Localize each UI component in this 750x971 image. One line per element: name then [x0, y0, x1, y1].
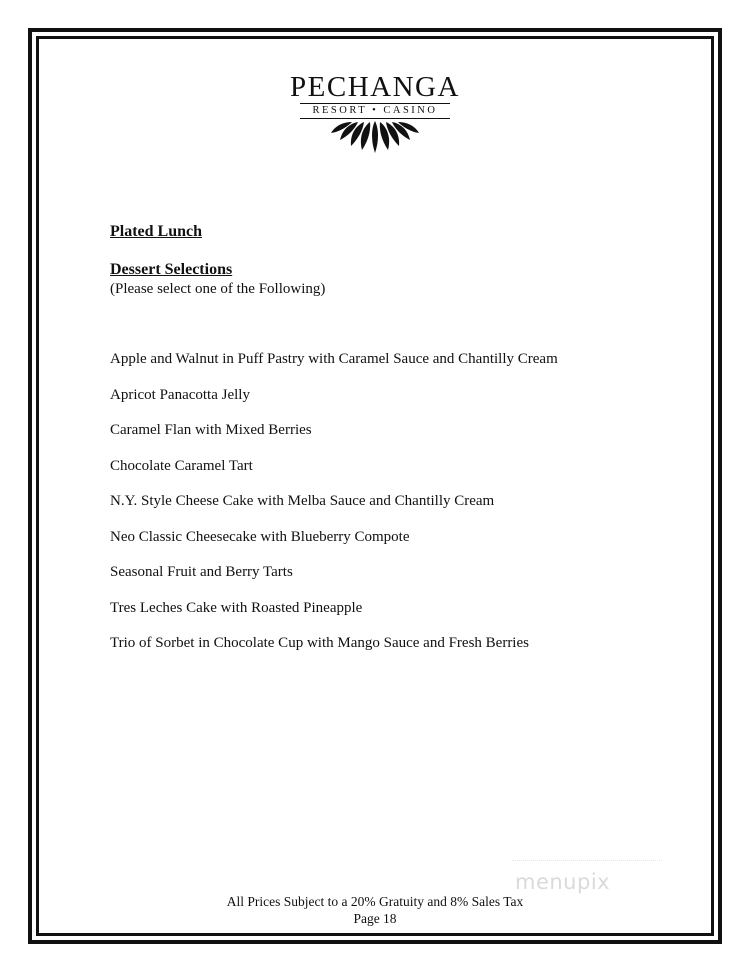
list-item: Neo Classic Cheesecake with Blueberry Compote: [110, 528, 410, 545]
subsection-note: (Please select one of the Following): [110, 281, 326, 297]
logo-subtitle: RESORT • CASINO: [312, 105, 438, 116]
list-item: Tres Leches Cake with Roasted Pineapple: [110, 599, 363, 616]
feathers-icon: [315, 119, 435, 155]
watermark-dots: [512, 860, 662, 861]
list-item: N.Y. Style Cheese Cake with Melba Sauce and Chantilly Cream: [110, 493, 495, 509]
menu-content: [110, 222, 670, 670]
footer: [0, 893, 750, 927]
dessert-list: [110, 350, 670, 670]
logo: [0, 72, 750, 155]
logo-brand: PECHANGA: [290, 71, 460, 103]
page-number: Page 18: [353, 911, 397, 926]
list-item: Trio of Sorbet in Chocolate Cup with Mango Sauce and Fresh Berries: [110, 635, 529, 651]
section-title: Plated Lunch: [110, 223, 203, 240]
logo-rule: [300, 103, 450, 104]
list-item: Apple and Walnut in Puff Pastry with Caramel Sauce and Chantilly Cream: [110, 351, 558, 367]
list-item: Caramel Flan with Mixed Berries: [110, 422, 312, 438]
watermark: menupix: [515, 870, 611, 894]
footer-note: All Prices Subject to a 20% Gratuity and 8% Sales Tax: [226, 894, 524, 909]
list-item: Apricot Panacotta Jelly: [110, 386, 250, 403]
subsection-title: Dessert Selections: [110, 261, 233, 278]
list-item: Chocolate Caramel Tart: [110, 457, 253, 474]
list-item: Seasonal Fruit and Berry Tarts: [110, 564, 293, 580]
